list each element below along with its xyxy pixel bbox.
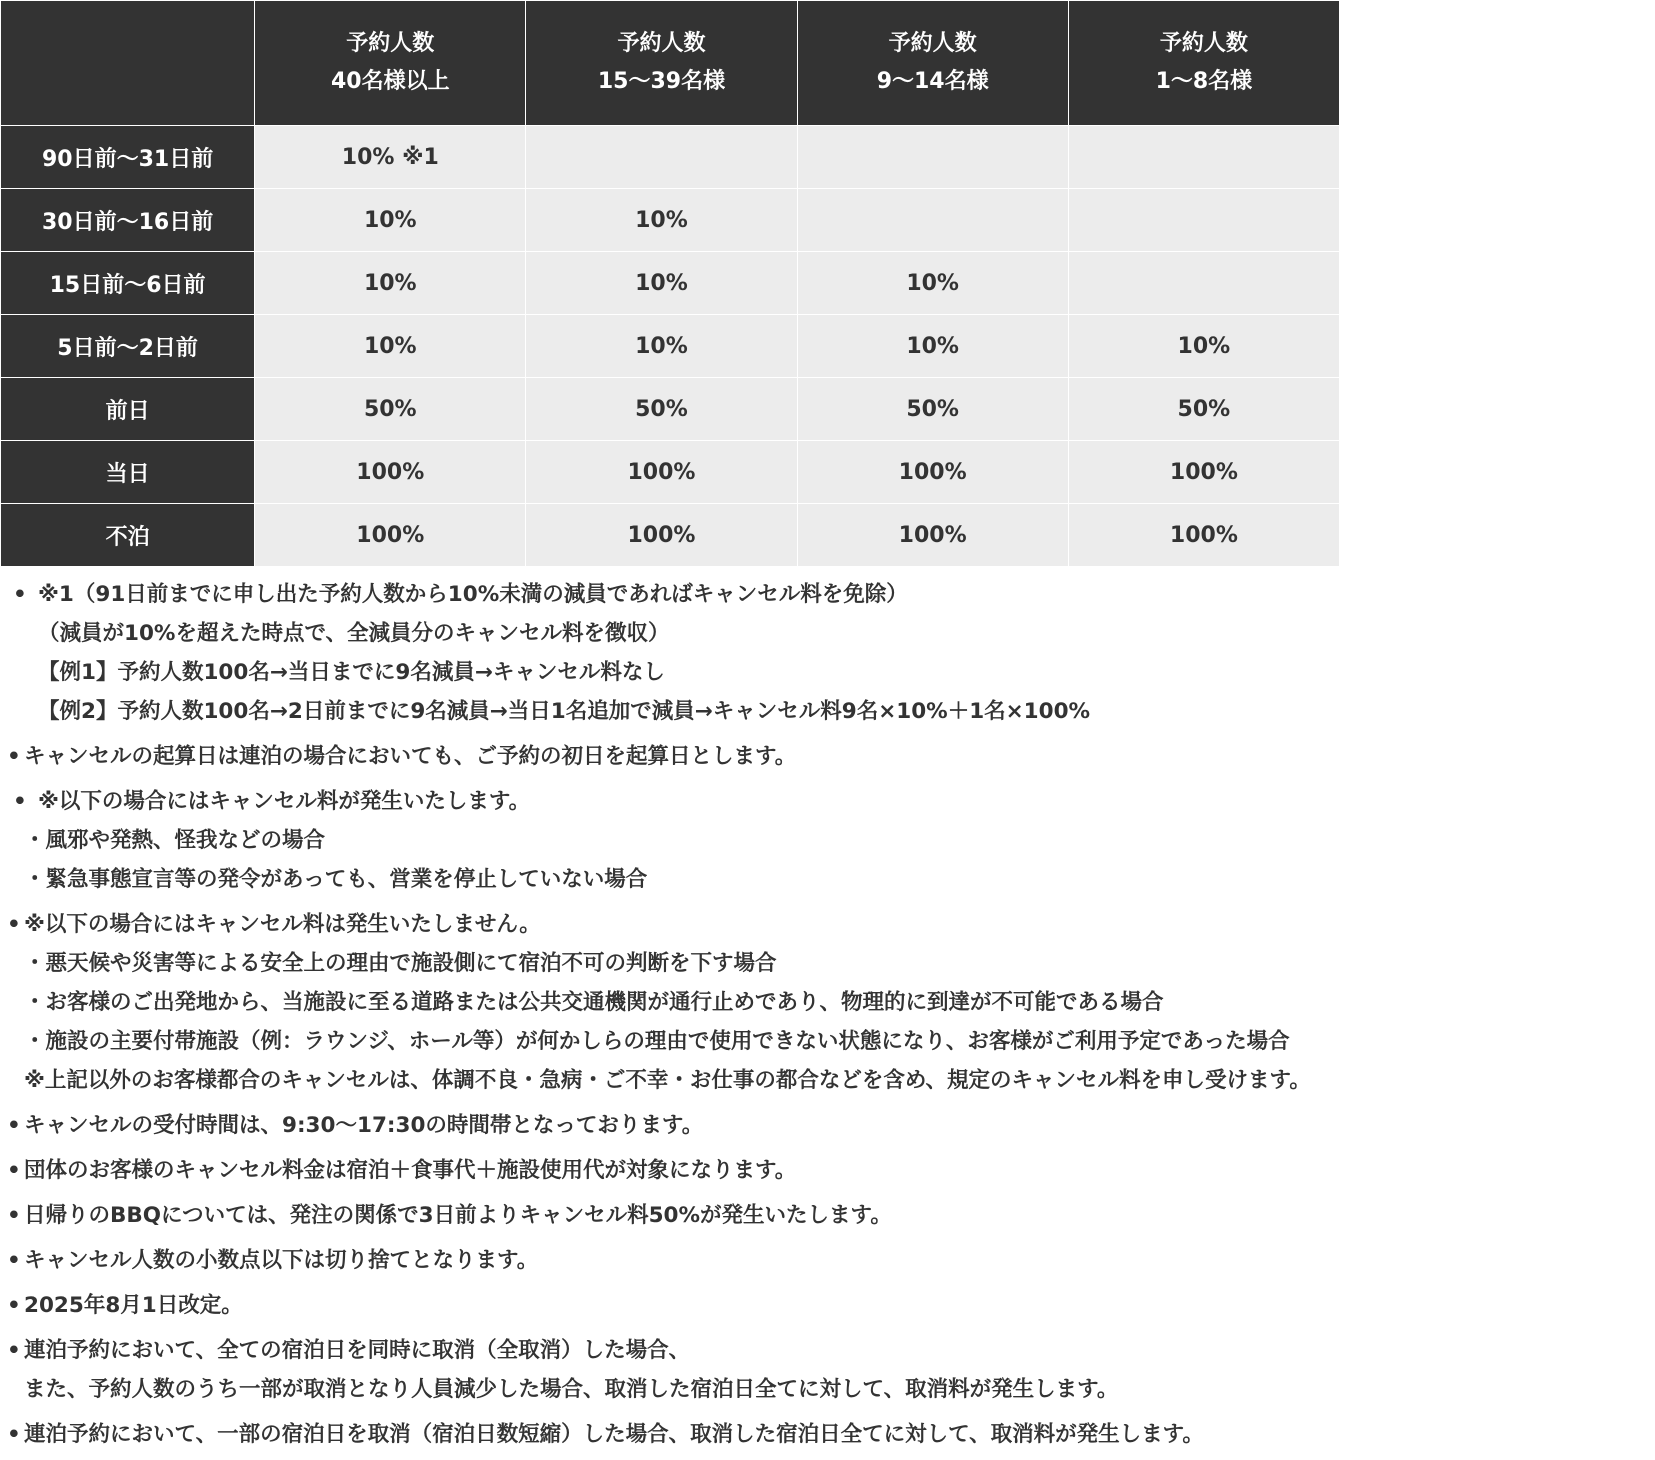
note-consecutive-partial-cancel [0, 1415, 1655, 1454]
header-line: 9〜14名様 [876, 69, 989, 94]
header-1-8 [1068, 1, 1339, 126]
note-sub-line: ※上記以外のお客様都合のキャンセルは、体調不良・急病・ご不幸・お仕事の都合などを含め、規定のキャンセル料を申し受けます。 [24, 1068, 1311, 1093]
table-row [1, 441, 1340, 504]
table-cell: 100% [255, 441, 526, 504]
bullet-icon: • [13, 789, 27, 814]
note-line: キャンセル人数の小数点以下は切り捨てとなります。 [24, 1248, 539, 1273]
note-fee-exempt [0, 905, 1655, 1100]
row-label: 前日 [1, 378, 255, 441]
row-label: 90日前〜31日前 [1, 126, 255, 189]
note-line: 連泊予約において、全ての宿泊日を同時に取消（全取消）した場合、 [24, 1338, 691, 1363]
table-cell: 10% [526, 315, 797, 378]
note-consecutive-full-cancel [0, 1331, 1655, 1409]
table-cell: 10% [255, 189, 526, 252]
note-line: また、予約人数のうち一部が取消となり人員減少した場合、取消した宿泊日全てに対して、取消料が発生します。 [24, 1377, 1119, 1402]
table-cell: 10% [526, 189, 797, 252]
table-cell: 50% [255, 378, 526, 441]
header-15-39 [526, 1, 797, 126]
note-start-date [0, 737, 1655, 776]
table-row [1, 252, 1340, 315]
note-line: 【例2】予約人数100名→2日前までに9名減員→当日1名追加で減員→キャンセル料9名×10%＋1名×100% [38, 699, 1091, 724]
note-line: 連泊予約において、一部の宿泊日を取消（宿泊日数短縮）した場合、取消した宿泊日全てに対して、取消料が発生します。 [24, 1422, 1204, 1447]
note-line: （減員が10%を超えた時点で、全減員分のキャンセル料を徴収） [38, 621, 670, 646]
table-row [1, 189, 1340, 252]
note-reception-hours [0, 1106, 1655, 1145]
header-line: 予約人数 [1159, 31, 1248, 56]
row-label: 不泊 [1, 504, 255, 567]
note-revision-date [0, 1286, 1655, 1325]
table-cell: 50% [526, 378, 797, 441]
note-sub-line: ・お客様のご出発地から、当施設に至る道路または公共交通機関が通行止めであり、物理的に到達が不可能である場合 [24, 990, 1164, 1015]
bullet-icon: • [13, 582, 27, 607]
header-line: 1〜8名様 [1155, 69, 1253, 94]
table-cell: 100% [526, 441, 797, 504]
table-cell: 100% [797, 504, 1068, 567]
bullet-icon: • [7, 1338, 21, 1363]
table-cell: 10% ※1 [255, 126, 526, 189]
table-cell: 10% [255, 315, 526, 378]
header-corner [1, 1, 255, 126]
table-row [1, 378, 1340, 441]
bullet-icon: • [7, 744, 21, 769]
table-cell [1068, 252, 1339, 315]
header-9-14 [797, 1, 1068, 126]
note-sub-line: ・風邪や発熱、怪我などの場合 [24, 828, 326, 853]
table-cell: 10% [797, 252, 1068, 315]
note-fee-waiver [0, 575, 1655, 731]
note-line: 2025年8月1日改定。 [24, 1293, 243, 1318]
row-label: 15日前〜6日前 [1, 252, 255, 315]
table-cell: 10% [526, 252, 797, 315]
header-line: 予約人数 [346, 31, 435, 56]
row-label: 当日 [1, 441, 255, 504]
row-label: 30日前〜16日前 [1, 189, 255, 252]
note-sub-line: ・緊急事態宣言等の発令があっても、営業を停止していない場合 [24, 867, 648, 892]
note-line: ※1（91日前までに申し出た予約人数から10%未満の減員であればキャンセル料を免除） [38, 582, 908, 607]
cancellation-notes [0, 575, 1655, 1460]
table-row [1, 126, 1340, 189]
table-row [1, 504, 1340, 567]
note-line: ※以下の場合にはキャンセル料が発生いたします。 [38, 789, 531, 814]
bullet-icon: • [7, 1248, 21, 1273]
table-cell [797, 126, 1068, 189]
bullet-icon: • [7, 1113, 21, 1138]
note-sub-line: ・悪天候や災害等による安全上の理由で施設側にて宿泊不可の判断を下す場合 [24, 951, 777, 976]
table-cell: 10% [797, 315, 1068, 378]
note-line: 日帰りのBBQについては、発注の関係で3日前よりキャンセル料50%が発生いたします。 [24, 1203, 892, 1228]
table-cell: 50% [1068, 378, 1339, 441]
note-line: 団体のお客様のキャンセル料金は宿泊＋食事代＋施設使用代が対象になります。 [24, 1158, 797, 1183]
table-cell: 100% [526, 504, 797, 567]
table-cell: 50% [797, 378, 1068, 441]
table-cell [1068, 189, 1339, 252]
table-cell: 10% [1068, 315, 1339, 378]
header-line: 予約人数 [888, 31, 977, 56]
note-line: 【例1】予約人数100名→当日までに9名減員→キャンセル料なし [38, 660, 665, 685]
bullet-icon: • [7, 912, 21, 937]
table-cell: 10% [255, 252, 526, 315]
bullet-icon: • [7, 1158, 21, 1183]
header-line: 15〜39名様 [597, 69, 726, 94]
table-cell [797, 189, 1068, 252]
table-cell: 100% [1068, 441, 1339, 504]
note-sub-line: ・施設の主要付帯施設（例：ラウンジ、ホール等）が何かしらの理由で使用できない状態になり、お客様がご利用予定であった場合 [24, 1029, 1290, 1054]
header-line: 40名様以上 [330, 69, 450, 94]
note-line: ※以下の場合にはキャンセル料は発生いたしません。 [24, 912, 541, 937]
table-cell [1068, 126, 1339, 189]
note-bbq [0, 1196, 1655, 1235]
table-header-row [1, 1, 1340, 126]
note-line: キャンセルの受付時間は、9:30〜17:30の時間帯となっております。 [24, 1113, 704, 1138]
table-row [1, 315, 1340, 378]
note-line: キャンセルの起算日は連泊の場合においても、ご予約の初日を起算日とします。 [24, 744, 797, 769]
table-cell: 100% [1068, 504, 1339, 567]
row-label: 5日前〜2日前 [1, 315, 255, 378]
table-cell: 100% [255, 504, 526, 567]
note-fee-applies [0, 782, 1655, 899]
note-rounding [0, 1241, 1655, 1280]
table-cell: 100% [797, 441, 1068, 504]
note-group-fee [0, 1151, 1655, 1190]
table-cell [526, 126, 797, 189]
cancellation-fee-table [0, 0, 1340, 567]
bullet-icon: • [7, 1293, 21, 1318]
bullet-icon: • [7, 1422, 21, 1447]
header-line: 予約人数 [617, 31, 706, 56]
bullet-icon: • [7, 1203, 21, 1228]
header-40-plus [255, 1, 526, 126]
